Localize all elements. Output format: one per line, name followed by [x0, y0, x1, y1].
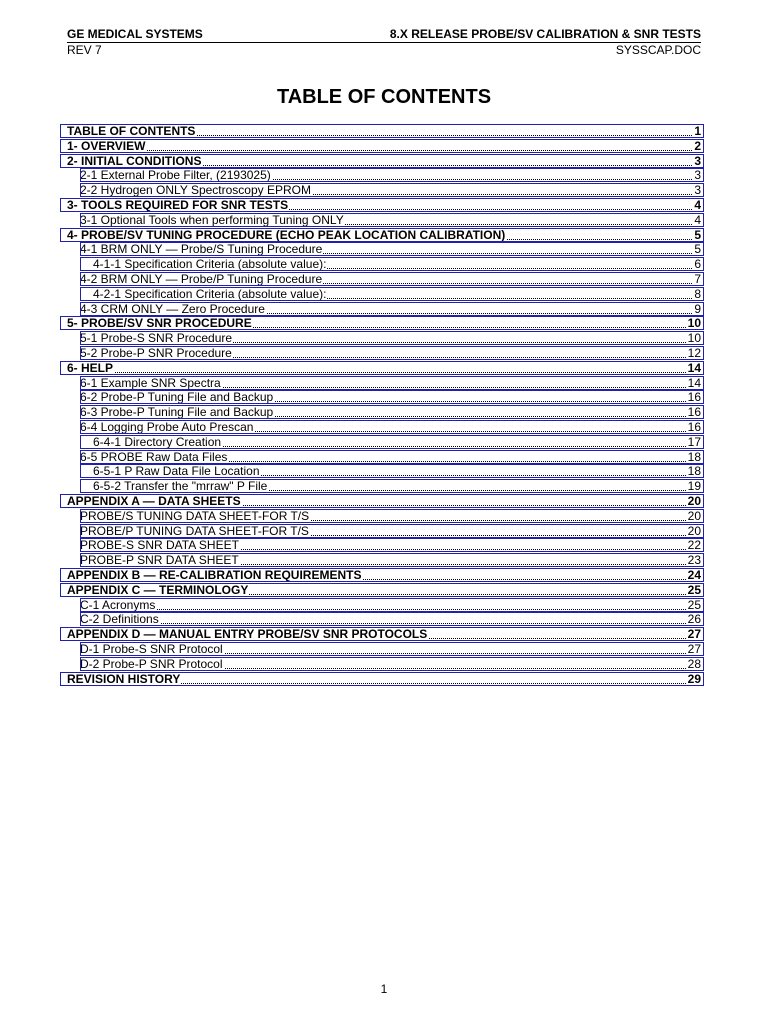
- toc-entry-title: 4-2 BRM ONLY — Probe/P Tuning Procedure: [80, 272, 323, 286]
- toc-entry-page: 29: [687, 671, 701, 686]
- toc-entry-page: 9: [694, 301, 701, 316]
- toc-link-box: [80, 553, 704, 567]
- toc-entry-title: REVISION HISTORY: [67, 671, 181, 686]
- toc-entry-title: 2-2 Hydrogen ONLY Spectroscopy EPROM: [80, 183, 311, 198]
- toc-entry[interactable]: [60, 509, 704, 523]
- toc-entry-title: 6-5-1 P Raw Data File Location: [93, 464, 260, 479]
- toc-entry[interactable]: [60, 583, 704, 597]
- toc-link-box: [80, 213, 704, 227]
- toc-entry-page: 26: [687, 612, 701, 627]
- toc-entry-title: C-1 Acronyms: [80, 597, 156, 612]
- toc-entry-page: 24: [687, 568, 701, 582]
- toc-entry-page: 20: [687, 523, 701, 538]
- toc-entry[interactable]: [60, 213, 704, 227]
- toc-entry-title: D-2 Probe-P SNR Protocol: [80, 656, 223, 671]
- toc-entry-page: 20: [687, 508, 701, 523]
- toc-link-box: [80, 435, 704, 449]
- toc-entry-page: 7: [694, 272, 701, 286]
- toc-entry-page: 8: [694, 286, 701, 301]
- toc-link-box: [80, 331, 704, 345]
- toc-entry-title: D-1 Probe-S SNR Protocol: [80, 642, 223, 656]
- toc-entry-title: 5- PROBE/SV SNR PROCEDURE: [67, 316, 252, 331]
- toc-entry[interactable]: [60, 346, 704, 360]
- toc-entry-page: 6: [694, 257, 701, 272]
- toc-entry[interactable]: [60, 538, 704, 552]
- toc-entry-page: 27: [687, 627, 701, 642]
- toc-entry-page: 18: [687, 449, 701, 464]
- toc-entry[interactable]: [60, 627, 704, 641]
- toc-link-box: [60, 672, 704, 686]
- toc-link-box: [60, 154, 704, 168]
- toc-entry[interactable]: [60, 657, 704, 671]
- toc-entry-page: 2: [694, 138, 701, 153]
- header-company: GE MEDICAL SYSTEMS: [67, 27, 203, 41]
- toc-entry-page: 5: [694, 227, 701, 242]
- header-filename: SYSSCAP.DOC: [615, 43, 701, 57]
- toc-link-box: [80, 598, 704, 612]
- toc-link-box: [80, 450, 704, 464]
- toc-entry-page: 23: [687, 553, 701, 568]
- page-header-top: [67, 27, 701, 43]
- toc-entry-page: 18: [687, 464, 701, 479]
- toc-entry-title: 4-3 CRM ONLY — Zero Procedure: [80, 301, 265, 316]
- toc-entry-title: 2- INITIAL CONDITIONS: [67, 153, 202, 168]
- toc-entry-title: 4-2-1 Specification Criteria (absolute value):: [93, 286, 327, 301]
- toc-entry-page: 10: [687, 316, 701, 331]
- toc-entry[interactable]: [60, 450, 704, 464]
- toc-entry-title: PROBE/P TUNING DATA SHEET-FOR T/S: [80, 523, 309, 538]
- toc-link-box: [80, 272, 704, 286]
- toc-link-box: [80, 302, 704, 316]
- toc-entry-page: 28: [687, 656, 701, 671]
- toc-entry[interactable]: [60, 405, 704, 419]
- toc-entry-title: 6-1 Example SNR Spectra: [80, 375, 221, 390]
- toc-entry-title: PROBE/S TUNING DATA SHEET-FOR T/S: [80, 508, 310, 523]
- toc-entry[interactable]: [60, 464, 704, 478]
- toc-entry[interactable]: [60, 331, 704, 345]
- toc-entry-title: 4-1 BRM ONLY — Probe/S Tuning Procedure: [80, 242, 323, 257]
- page-header-bottom: [67, 43, 701, 57]
- toc-entry[interactable]: [60, 302, 704, 316]
- toc-entry-page: 3: [694, 153, 701, 168]
- toc-entry[interactable]: [60, 257, 704, 271]
- toc-entry[interactable]: [60, 242, 704, 256]
- toc-entry-page: 14: [687, 375, 701, 390]
- toc-entry-title: 4- PROBE/SV TUNING PROCEDURE (ECHO PEAK LOCATION CALIBRATION): [67, 227, 506, 242]
- toc-entry[interactable]: [60, 154, 704, 168]
- toc-link-box: [80, 509, 704, 523]
- toc-entry-page: 3: [694, 183, 701, 198]
- toc-link-box: [80, 657, 704, 671]
- toc-entry[interactable]: [60, 390, 704, 404]
- page-number: 1: [380, 982, 388, 996]
- toc-entry-page: 4: [694, 198, 701, 212]
- toc-link-box: [80, 183, 704, 197]
- toc-entry-title: 2-1 External Probe Filter, (2193025): [80, 168, 271, 183]
- toc-entry[interactable]: [60, 435, 704, 449]
- toc-link-box: [60, 139, 704, 153]
- toc-entry-title: TABLE OF CONTENTS: [67, 124, 196, 138]
- toc-link-box: [60, 494, 704, 508]
- toc-entry[interactable]: [60, 494, 704, 508]
- toc-link-box: [80, 642, 704, 656]
- toc-entry-title: 5-2 Probe-P SNR Procedure: [80, 346, 232, 360]
- toc-entry[interactable]: [60, 287, 704, 301]
- toc-entry-title: 3- TOOLS REQUIRED FOR SNR TESTS: [67, 198, 289, 212]
- toc-link-box: [60, 228, 704, 242]
- toc-link-box: [80, 420, 704, 434]
- toc-link-box: [60, 568, 704, 582]
- toc-entry-page: 25: [687, 597, 701, 612]
- toc-entry-title: APPENDIX D — MANUAL ENTRY PROBE/SV SNR PROTOCOLS: [67, 627, 428, 642]
- toc-link-box: [80, 538, 704, 552]
- toc-entry-page: 16: [687, 420, 701, 434]
- toc-entry[interactable]: [60, 183, 704, 197]
- toc-entry[interactable]: [60, 168, 704, 182]
- toc-entry-title: 6-4 Logging Probe Auto Prescan: [80, 420, 254, 434]
- toc-link-box: [60, 361, 704, 375]
- toc-entry-title: APPENDIX B — RE-CALIBRATION REQUIREMENTS: [67, 568, 362, 582]
- toc-entry-page: 17: [687, 434, 701, 449]
- toc-link-box: [80, 479, 704, 493]
- toc-entry[interactable]: [60, 198, 704, 212]
- toc-entry[interactable]: [60, 568, 704, 582]
- toc-entry[interactable]: [60, 228, 704, 242]
- toc-link-box: [80, 464, 704, 478]
- toc-entry-page: 4: [694, 212, 701, 227]
- toc-entry-page: 22: [687, 538, 701, 553]
- toc-entry-title: 6-5 PROBE Raw Data Files: [80, 449, 228, 464]
- header-revision: REV 7: [67, 43, 102, 57]
- toc-entry-title: C-2 Definitions: [80, 612, 159, 627]
- toc-link-box: [80, 524, 704, 538]
- toc-link-box: [60, 198, 704, 212]
- toc-entry[interactable]: [60, 376, 704, 390]
- toc-link-box: [60, 316, 704, 330]
- toc-entry-page: 5: [694, 242, 701, 257]
- toc-link-box: [80, 376, 704, 390]
- toc-entry-title: 6-2 Probe-P Tuning File and Backup: [80, 390, 274, 405]
- toc-entry[interactable]: [60, 672, 704, 686]
- header-document-title: 8.X RELEASE PROBE/SV CALIBRATION & SNR TESTS: [389, 27, 701, 41]
- toc-entry[interactable]: [60, 272, 704, 286]
- toc-entry[interactable]: [60, 598, 704, 612]
- toc-entry-title: 3-1 Optional Tools when performing Tuning ONLY: [80, 212, 344, 227]
- toc-entry-title: 6-4-1 Directory Creation: [93, 434, 222, 449]
- toc-entry-title: 4-1-1 Specification Criteria (absolute value):: [93, 257, 327, 272]
- toc-entry[interactable]: [60, 524, 704, 538]
- toc-entry[interactable]: [60, 479, 704, 493]
- toc-link-box: [80, 390, 704, 404]
- toc-entry-page: 1: [694, 124, 701, 138]
- toc-entry-title: PROBE-P SNR DATA SHEET: [80, 553, 239, 568]
- toc-link-box: [80, 405, 704, 419]
- page-title: TABLE OF CONTENTS: [276, 86, 492, 108]
- toc-entry-title: APPENDIX C — TERMINOLOGY: [67, 582, 249, 597]
- toc-link-box: [60, 583, 704, 597]
- toc-entry-page: 16: [687, 390, 701, 405]
- toc-entry[interactable]: [60, 139, 704, 153]
- toc-link-box: [60, 124, 704, 138]
- toc-entry-title: 6-5-2 Transfer the "mrraw" P File: [93, 479, 268, 494]
- toc-entry[interactable]: [60, 612, 704, 626]
- toc-link-box: [80, 287, 704, 301]
- toc-entry[interactable]: [60, 361, 704, 375]
- toc-link-box: [60, 627, 704, 641]
- toc-entry[interactable]: [60, 124, 704, 138]
- toc-entry-page: 27: [687, 642, 701, 656]
- toc-entry-page: 20: [687, 494, 701, 508]
- toc-entry-title: APPENDIX A — DATA SHEETS: [67, 494, 241, 508]
- toc-entry-page: 3: [694, 168, 701, 183]
- toc-entry[interactable]: [60, 316, 704, 330]
- toc-entry-title: PROBE-S SNR DATA SHEET: [80, 538, 239, 553]
- toc-link-box: [80, 257, 704, 271]
- toc-link-box: [80, 168, 704, 182]
- toc-entry-page: 19: [687, 479, 701, 494]
- toc-link-box: [80, 242, 704, 256]
- toc-entry-title: 5-1 Probe-S SNR Procedure: [80, 331, 233, 346]
- toc-entry-page: 25: [687, 582, 701, 597]
- toc-entry-page: 12: [687, 346, 701, 360]
- toc-entry-page: 14: [687, 360, 701, 375]
- toc-entry-page: 10: [687, 331, 701, 346]
- toc-entry-title: 1- OVERVIEW: [67, 138, 146, 153]
- toc-link-box: [80, 346, 704, 360]
- toc-entry-title: 6-3 Probe-P Tuning File and Backup: [80, 405, 274, 420]
- toc-entry[interactable]: [60, 642, 704, 656]
- toc-entry[interactable]: [60, 420, 704, 434]
- toc-entry-page: 16: [687, 405, 701, 420]
- toc-entry[interactable]: [60, 553, 704, 567]
- toc-link-box: [80, 612, 704, 626]
- toc-entry-title: 6- HELP: [67, 360, 114, 375]
